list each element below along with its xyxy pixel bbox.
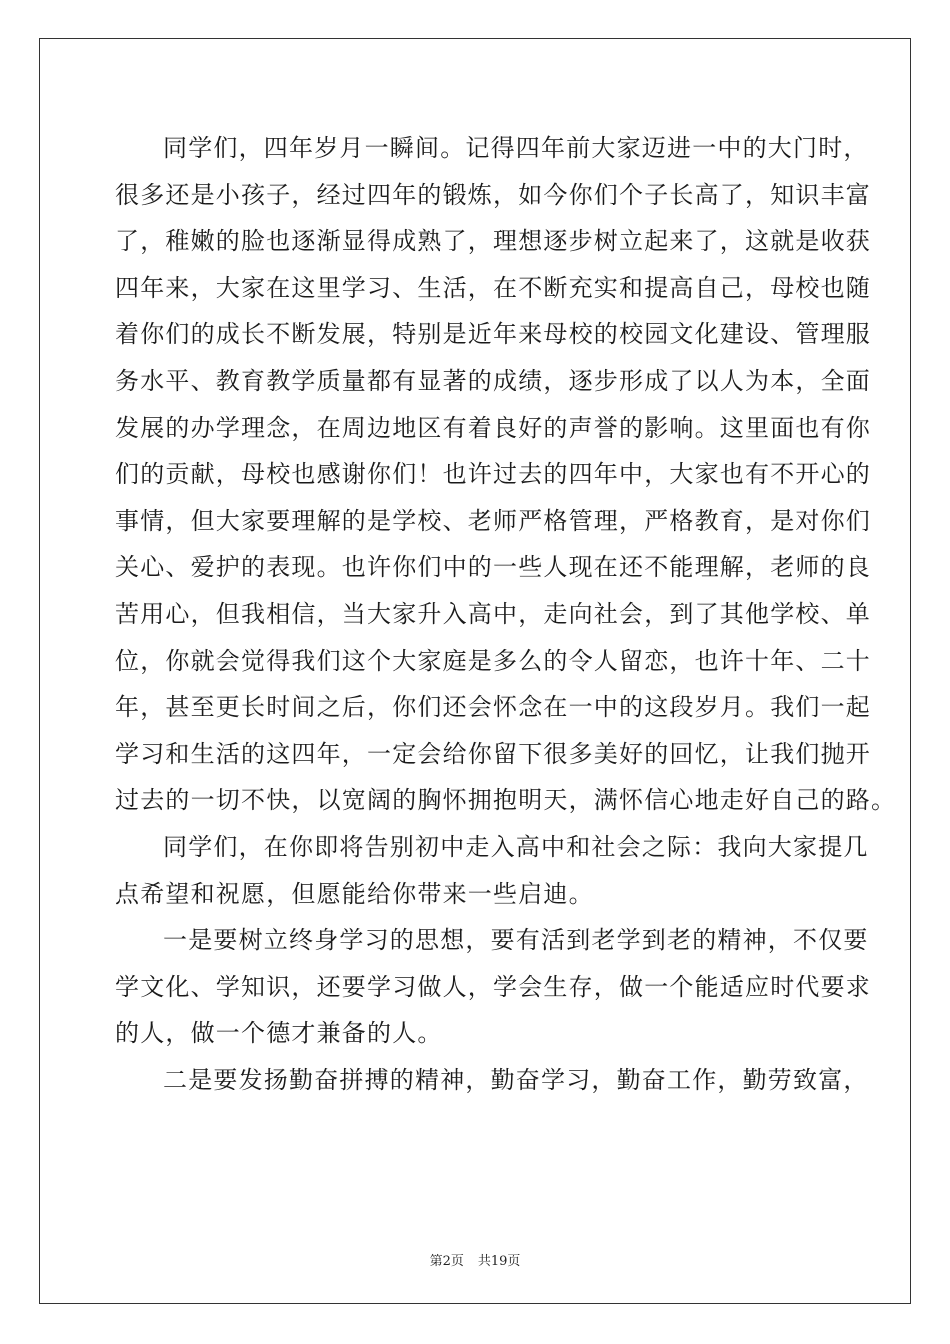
paragraph-line: 发展的办学理念，在周边地区有着良好的声誉的影响。这里面也有你: [115, 413, 871, 442]
paragraph-line: 务水平、教育教学质量都有显著的成绩，逐步形成了以人为本，全面: [115, 366, 871, 395]
paragraph-line: 们的贡献，母校也感谢你们！也许过去的四年中，大家也有不开心的: [115, 460, 871, 489]
page-total: 共19页: [477, 1254, 521, 1269]
paragraph-line: 过去的一切不快，以宽阔的胸怀拥抱明天，满怀信心地走好自己的路。: [115, 786, 897, 815]
paragraph-line: 年，甚至更长时间之后，你们还会怀念在一中的这段岁月。我们一起: [115, 693, 871, 722]
paragraph-line: 一是要树立终身学习的思想，要有活到老学到老的精神，不仅要: [163, 926, 869, 955]
paragraph-line: 二是要发扬勤奋拼搏的精神，勤奋学习，勤奋工作，勤劳致富，: [163, 1065, 869, 1094]
paragraph-line: 位，你就会觉得我们这个大家庭是多么的令人留恋，也许十年、二十: [115, 646, 871, 675]
paragraph-line: 着你们的成长不断发展，特别是近年来母校的校园文化建设、管理服: [115, 320, 871, 349]
paragraph-line: 同学们，在你即将告别初中走入高中和社会之际：我向大家提几: [163, 832, 869, 861]
page-footer: [0, 1250, 950, 1269]
paragraph-line: 关心、爱护的表现。也许你们中的一些人现在还不能理解，老师的良: [115, 553, 871, 582]
paragraph-line: 苦用心，但我相信，当大家升入高中，走向社会，到了其他学校、单: [115, 599, 871, 628]
paragraph-line: 事情，但大家要理解的是学校、老师严格管理，严格教育，是对你们: [115, 506, 871, 535]
paragraph-line: 四年来，大家在这里学习、生活，在不断充实和提高自己，母校也随: [115, 273, 871, 302]
page-number: 第2页: [429, 1254, 464, 1269]
paragraph-line: 的人，做一个德才兼备的人。: [115, 1019, 443, 1048]
paragraph-line: 了，稚嫩的脸也逐渐显得成熟了，理想逐步树立起来了，这就是收获: [115, 227, 871, 256]
document-body: [115, 125, 897, 1103]
paragraph-line: 同学们，四年岁月一瞬间。记得四年前大家迈进一中的大门时，: [163, 134, 869, 162]
paragraph-line: 很多还是小孩子，经过四年的锻炼，如今你们个子长高了，知识丰富: [115, 180, 871, 209]
paragraph-line: 学习和生活的这四年，一定会给你留下很多美好的回忆，让我们抛开: [115, 739, 871, 768]
paragraph-line: 点希望和祝愿，但愿能给你带来一些启迪。: [115, 879, 594, 908]
paragraph-line: 学文化、学知识，还要学习做人，学会生存，做一个能适应时代要求: [115, 972, 871, 1001]
